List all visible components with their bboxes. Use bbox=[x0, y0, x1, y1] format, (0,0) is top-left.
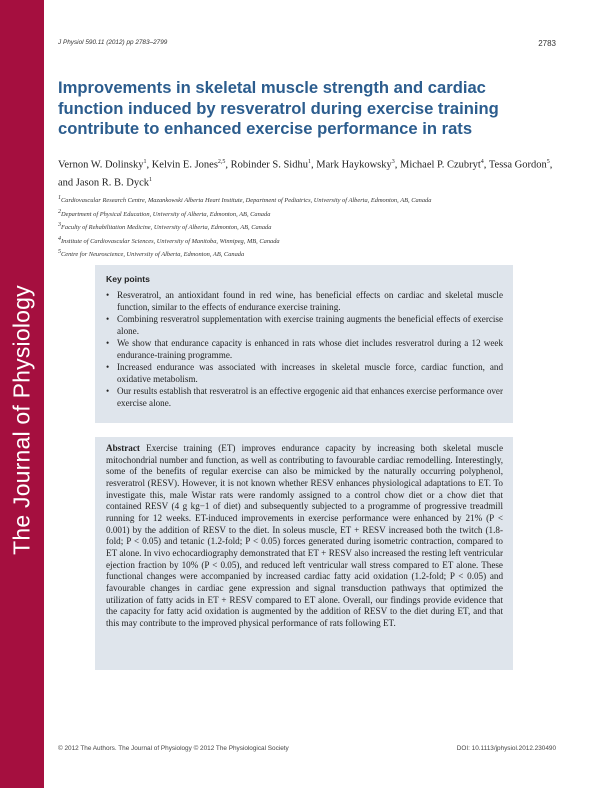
affiliation-list bbox=[58, 193, 578, 261]
abstract-text: Exercise training (ET) improves endurance capacity by increasing both skeletal muscle mitochondrial number and function, as well as contributing to favourable cardiac remodelling. Interestingly, some of the benefits of regular exercise can also be mimicked by the naturally occurring polyphenol, resveratrol (RESV). However, it is not known whether RESV enhances physiological adaptations to ET. To investigate this, male Wistar rats were randomly assigned to a control chow diet or a chow diet that contained RESV (4 g kg−1 of diet) and subsequently subjected to a programme of progressive treadmill running for 12 weeks. ET-induced improvements in exercise performance were enhanced by 21% (P < 0.001) by the addition of RESV to the diet. In soleus muscle, ET + RESV increased both the twitch (1.8-fold; P < 0.05) and tetanic (1.2-fold; P < 0.05) forces generated during isometric contraction, compared to ET alone. In vivo echocardiography demonstrated that ET + RESV also increased the resting left ventricular ejection fraction by 10% (P < 0.05), and reduced left ventricular wall stress compared to ET alone. These functional changes were accompanied by increased cardiac fatty acid oxidation (1.2-fold; P < 0.05) and favourable changes in cardiac gene expression and signal transduction pathways that optimized the utilization of fatty acids in ET + RESV compared to ET alone. Overall, our findings provide evidence that the capacity for fatty acid oxidation is augmented by the addition of RESV to the diet during ET, and that this may contribute to the improved physical performance of rats following ET. bbox=[106, 443, 504, 628]
title-line: Improvements in skeletal muscle strength and cardiac bbox=[58, 78, 486, 97]
author-name: Jason R. B. Dyck bbox=[75, 177, 150, 188]
author-affiliation-marker: 3 bbox=[391, 159, 395, 165]
key-point-item: • Increased endurance was associated with increases in skeletal muscle force, cardiac function, and oxidative metabolism. bbox=[106, 362, 503, 385]
author-name: Robinder S. Sidhu bbox=[230, 159, 308, 171]
affiliation-number: 4 bbox=[58, 235, 61, 242]
title-line: function induced by resveratrol during exercise training bbox=[58, 98, 499, 118]
abstract-label: Abstract bbox=[106, 443, 140, 453]
author-affiliation-marker: 4 bbox=[480, 159, 484, 165]
affiliation-text: Cardiovascular Research Centre, Mazankowski Alberta Heart Institute, Department of Pediatrics, University of Alberta, Edmonton, AB, Canada bbox=[61, 197, 432, 205]
copyright-notice: © 2012 The Authors. The Journal of Physiology © 2012 The Physiological Society bbox=[58, 745, 289, 752]
running-head: J Physiol 590.11 (2012) pp 2783–2799 bbox=[58, 39, 168, 46]
affiliation-text: Centre for Neuroscience, University of Alberta, Edmonton, AB, Canada bbox=[61, 251, 245, 259]
affiliation-number: 5 bbox=[58, 249, 61, 256]
key-point-item: • We show that endurance capacity is enhanced in rats whose diet includes resveratrol during a 12 week endurance-training programme. bbox=[106, 338, 503, 361]
affiliation-text: Department of Physical Education, University of Alberta, Edmonton, AB, Canada bbox=[61, 210, 271, 218]
affiliation bbox=[58, 220, 578, 234]
author-name: Mark Haykowsky bbox=[316, 159, 392, 171]
page-number: 2783 bbox=[538, 39, 556, 48]
author-affiliation-marker: 1 bbox=[307, 159, 311, 165]
affiliation-text: Faculty of Rehabilitation Medicine, University of Alberta, Edmonton, AB, Canada bbox=[61, 224, 272, 232]
key-point-item: • Combining resveratrol supplementation with exercise training augments the beneficial effects of exercise alone. bbox=[106, 314, 503, 337]
affiliation bbox=[58, 207, 578, 221]
affiliation bbox=[58, 247, 578, 261]
affiliation-text: Institute of Cardiovascular Sciences, University of Manitoba, Winnipeg, MB, Canada bbox=[61, 237, 280, 245]
author-affiliation-marker: 1 bbox=[143, 159, 147, 165]
title-line: contribute to enhanced exercise performance in rats bbox=[58, 119, 473, 138]
affiliation-number: 1 bbox=[58, 195, 61, 201]
author-name: Vernon W. Dolinsky bbox=[58, 159, 144, 171]
journal-sidebar bbox=[0, 0, 44, 788]
key-points-list bbox=[106, 290, 503, 409]
author-affiliation-marker: 2,5 bbox=[217, 159, 226, 165]
key-point-item: • Resveratrol, an antioxidant found in red wine, has beneficial effects on cardiac and skeletal muscle function, similar to the effects of endurance exercise training. bbox=[106, 290, 503, 313]
author-name: Tessa Gordon bbox=[488, 159, 547, 171]
affiliation bbox=[58, 193, 578, 207]
key-point-item: • Our results establish that resveratrol is an effective ergogenic aid that enhances exercise performance over exercise alone. bbox=[106, 386, 503, 409]
affiliation-number: 2 bbox=[58, 208, 61, 215]
author-affiliation-marker: 5 bbox=[546, 159, 550, 165]
abstract-box bbox=[95, 437, 513, 670]
author-list: Vernon W. Dolinsky$^1$, Kelvin E. Jones$^{2,5}$, Robinder S. Sidhu$^1$, Mark Haykowsky$^3$, Michael P. Czubryt$^4$, Tessa Gordon$^5$, and Jason R. B. Dyck$^1$ bbox=[58, 159, 553, 188]
affiliation bbox=[58, 234, 578, 248]
key-points-heading: Key points bbox=[106, 274, 150, 284]
author-name: Kelvin E. Jones bbox=[151, 159, 218, 171]
key-points-box bbox=[95, 265, 513, 423]
author-affiliation-marker: 1 bbox=[149, 176, 153, 183]
affiliation-number: 3 bbox=[58, 222, 61, 229]
sidebar-journal-title: The Journal of Physiology bbox=[8, 285, 35, 555]
article-title bbox=[58, 78, 558, 140]
doi-link[interactable]: DOI: 10.1113/jphysiol.2012.230490 bbox=[456, 745, 556, 752]
author-name: Michael P. Czubryt bbox=[400, 159, 481, 171]
